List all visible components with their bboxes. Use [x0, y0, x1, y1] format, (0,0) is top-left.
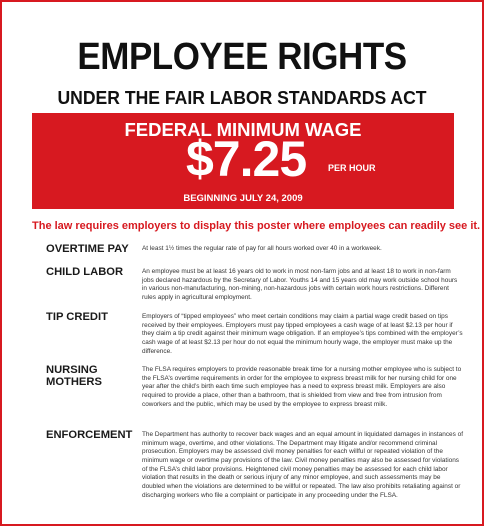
banner-heading: FEDERAL MINIMUM WAGE — [124, 119, 362, 140]
section-text: At least 1½ times the regular rate of pay for all hours worked over 40 in a workweek. — [142, 245, 382, 252]
wage-effective-date: BEGINNING JULY 24, 2009 — [183, 193, 303, 204]
section-text: An employee must be at least 16 years old to work in most non-farm jobs and at least 18 to work in non-farm jobs declared hazardous by the Secretary of Labor. Youths 14 and 15 years old may work outside school hours in various non-manufacturing, non-mining, non-hazardous jobs with certain work hours restrictions. Different rules apply in agricultural employment. — [142, 268, 458, 301]
section-text: The FLSA requires employers to provide reasonable break time for a nursing mother employee who is subject to the FLSA’s overtime requirements in order for the employee to express breast milk for her nursing child for one year after the child’s birth each time such employee has a need to express breast milk. Employers are also required to provide a place, other than a bathroom, that is shielded from view and free from intrusion from coworkers and the public, which may be used by the employee to express breast milk. — [142, 366, 462, 408]
wage-amount: $7.25 — [186, 131, 307, 187]
section-heading: OVERTIME PAY — [46, 243, 129, 255]
section-heading: ENFORCEMENT — [46, 429, 133, 441]
section-text: The Department has authority to recover back wages and an equal amount in liquidated damages in instances of minimum wage, overtime, and other violations. The Department may litigate and/or recommend criminal prosecution. Employers may be assessed civil money penalties for each willful or repeated violation of the minimum wage or overtime pay provisions of the law. Civil money penalties may also be assessed for violations of the FLSA’s child labor provisions. Heightened civil money penalties may be assessed for each child labor violation that results in the death or serious injury of any minor employee, and such assessments may be doubled when the violations are determined to be willful or repeated. The law also prohibits retaliating against or discharging workers who file a complaint or participate in any proceeding under the FLSA. — [142, 431, 463, 499]
display-notice: The law requires employers to display this poster where employees can readily see it. — [32, 220, 481, 232]
wage-unit: PER HOUR — [328, 163, 376, 173]
section-heading: CHILD LABOR — [46, 266, 124, 278]
section-heading: TIP CREDIT — [46, 311, 108, 323]
poster-title: EMPLOYEE RIGHTS — [77, 36, 407, 78]
minimum-wage-banner — [32, 113, 454, 209]
section-heading: NURSING MOTHERS — [46, 364, 102, 388]
poster-subtitle: UNDER THE FAIR LABOR STANDARDS ACT — [57, 87, 427, 108]
section-text: Employers of “tipped employees” who meet certain conditions may claim a partial wage credit based on tips received by their employees. Employers must pay tipped employees a cash wage of at least $2.13 per hour if they claim a tip credit against their minimum wage obligation. If an employee’s tips combined with the employer’s cash wage of at least $2.13 per hour do not equal the minimum hourly wage, the employer must make up the difference. — [142, 313, 463, 355]
